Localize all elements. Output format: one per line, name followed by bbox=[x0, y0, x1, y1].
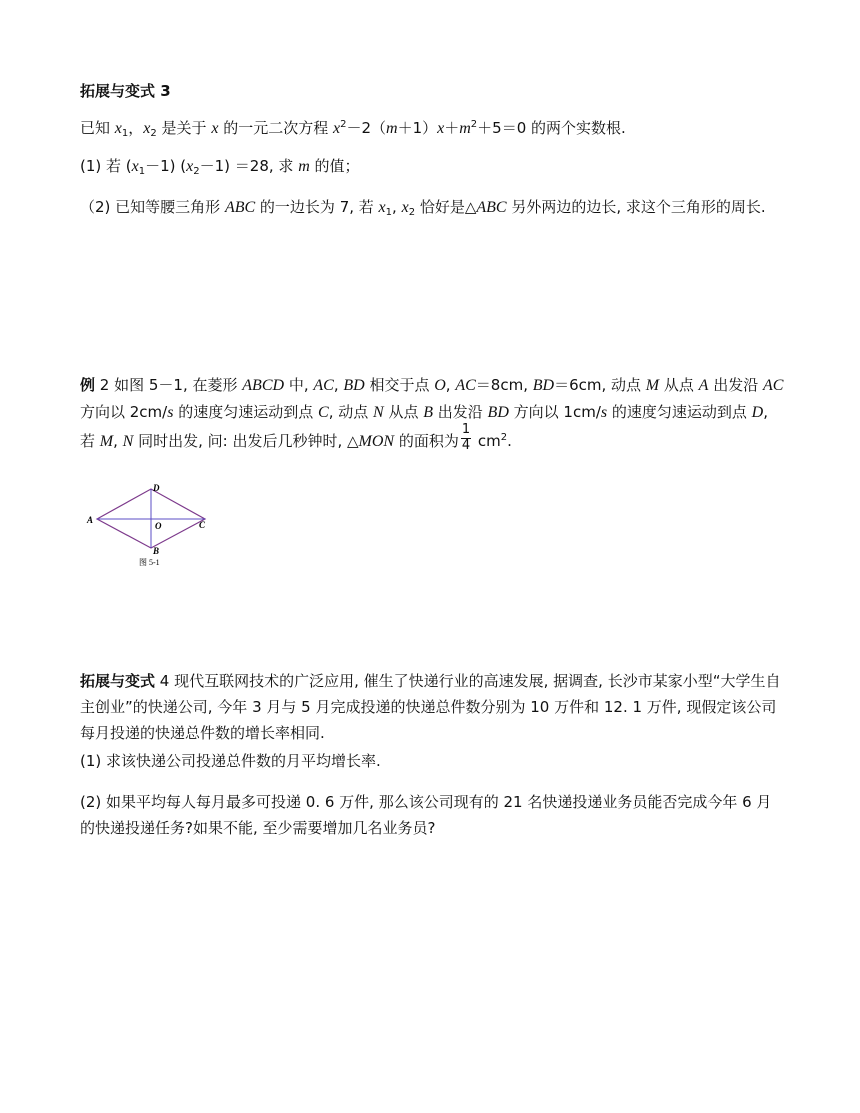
ext3-q2-b: 的一边长为 7, 若 bbox=[255, 198, 379, 216]
fraction-numerator: 1 bbox=[461, 422, 471, 437]
ex2-t4: 相交于点 bbox=[364, 376, 435, 394]
ex2-t14: 出发沿 bbox=[433, 403, 488, 421]
ex2-t1: 2 如图 5－1, 在菱形 bbox=[95, 376, 243, 394]
figure-caption: 图 5-1 bbox=[139, 558, 160, 567]
ext3-q1-x2: x bbox=[186, 158, 194, 175]
ex2-t19: 同时出发, 问: 出发后几秒钟时, △ bbox=[133, 431, 359, 450]
ex2-mon: MON bbox=[358, 432, 395, 450]
ex2-t10: 方向以 2cm/ bbox=[80, 403, 168, 421]
ext3-x1: x bbox=[114, 120, 122, 137]
ex2-m: M bbox=[645, 377, 660, 394]
ex2-ac3: AC bbox=[763, 377, 784, 394]
ext3-q2-x2: x bbox=[401, 199, 409, 216]
ext4-title: 拓展与变式 bbox=[80, 672, 156, 690]
ext3-x1-sub: 1 bbox=[121, 128, 129, 139]
ex2-o: O bbox=[434, 377, 446, 394]
ex2-t3: , bbox=[333, 376, 344, 394]
ext3-eq-x2: x bbox=[437, 120, 445, 137]
ex2-c: C bbox=[318, 404, 329, 421]
ext3-x2: x bbox=[143, 120, 151, 137]
ext3-q2-a: （2) 已知等腰三角形 bbox=[80, 198, 225, 216]
ext3-eq-sq2: 2 bbox=[470, 119, 478, 130]
ext3-q2-x2-sub: 2 bbox=[408, 207, 416, 218]
ext3-var-x: x bbox=[211, 120, 219, 137]
ext4-q2 bbox=[80, 789, 785, 841]
ex2-t13: 从点 bbox=[383, 403, 424, 421]
ext3-q2-abc: ABC bbox=[224, 199, 256, 216]
ex2-t12: , 动点 bbox=[328, 403, 373, 421]
ex2-t9: 出发沿 bbox=[708, 376, 763, 394]
ex2-t16: 的速度匀速运动到点 bbox=[607, 403, 752, 421]
ex2-t5: , bbox=[445, 376, 456, 394]
ex2-ac: AC bbox=[313, 377, 334, 394]
ex2-n2: N bbox=[122, 432, 134, 450]
ex2-m2: M bbox=[99, 432, 114, 450]
ext3-eq-m2: m bbox=[459, 120, 471, 137]
ex2-t20: 的面积为 bbox=[394, 431, 459, 450]
ex2-t17: , 若 bbox=[80, 403, 768, 450]
ext3-q2-e: 另外两边的边长, 求这个三角形的周长. bbox=[506, 198, 766, 216]
ext3-q1-d: 的值； bbox=[309, 157, 360, 175]
ex2-t18: , bbox=[113, 431, 123, 450]
ex2-t7: ＝6cm, 动点 bbox=[554, 376, 646, 394]
vertex-label-a: A bbox=[87, 515, 94, 525]
ex2-ac2: AC bbox=[455, 377, 476, 394]
center-label-o: O bbox=[155, 521, 162, 531]
ext3-eq-b: ＋1） bbox=[397, 119, 438, 137]
ex2-paragraph bbox=[80, 372, 785, 457]
ex2-bd3: BD bbox=[487, 404, 509, 421]
ext3-q1-x2-sub: 2 bbox=[193, 166, 200, 177]
ext3-q1-x1: x bbox=[131, 158, 139, 175]
ext3-q2-x1-sub: 1 bbox=[385, 207, 393, 218]
ext3-q2-x1: x bbox=[378, 199, 386, 216]
area-fraction bbox=[461, 423, 471, 454]
ex2-t22: . bbox=[507, 431, 512, 450]
ext3-eq-x: x bbox=[332, 120, 341, 137]
ex2-bd: BD bbox=[343, 377, 365, 394]
rhombus-figure bbox=[84, 483, 224, 573]
ex2-s1: s bbox=[167, 404, 174, 421]
ext3-q2 bbox=[80, 196, 785, 221]
ex2-s2: s bbox=[600, 404, 608, 421]
ext3-x2-sub: 2 bbox=[150, 128, 157, 139]
ext3-q2-c: , bbox=[392, 198, 402, 216]
ext3-q1-c: －1) ＝28, 求 bbox=[199, 157, 299, 175]
ext3-intro-b: 是关于 bbox=[156, 119, 212, 137]
vertex-label-c: C bbox=[199, 520, 206, 530]
ex2-d: D bbox=[751, 404, 764, 421]
ext3-intro-c: 的一元二次方程 bbox=[218, 119, 333, 137]
ex2-t8: 从点 bbox=[659, 376, 699, 394]
ext3-q1 bbox=[80, 155, 785, 180]
ext3-eq-a: －2（ bbox=[346, 119, 386, 137]
ex2-t11: 的速度匀速运动到点 bbox=[173, 403, 319, 421]
vertex-label-d: D bbox=[153, 483, 160, 493]
ext3-intro-a: 已知 bbox=[80, 119, 115, 137]
ex2-a: A bbox=[698, 377, 709, 394]
ext3-q1-b: －1) ( bbox=[145, 157, 187, 175]
ext3-q1-a: (1) 若 ( bbox=[80, 157, 132, 175]
ext3-title bbox=[80, 80, 785, 103]
ext3-eq-m: m bbox=[386, 120, 398, 137]
ex2-sq: 2 bbox=[500, 431, 508, 443]
ex2-b: B bbox=[423, 404, 433, 421]
ex2-n: N bbox=[373, 404, 384, 421]
ext3-title-text: 拓展与变式 3 bbox=[80, 82, 171, 100]
vertex-label-b: B bbox=[153, 546, 160, 556]
ex2-t6: ＝8cm, bbox=[475, 376, 533, 394]
ext4-p1: 4 现代互联网技术的广泛应用, 催生了快递行业的高速发展, 据调查, 长沙市某家小型“大学生自主创业”的快递公司, 今年 3 月与 5 月完成投递的快递总件数分别为 10 万件和 12. 1 万件, 现假定该公司每月投递的快递总件数的增长率相同. bbox=[80, 672, 781, 742]
ext3-eq-sq: 2 bbox=[340, 119, 347, 130]
ex2-t15: 方向以 1cm/ bbox=[508, 403, 601, 421]
ext3-intro bbox=[80, 117, 785, 142]
ext3-q2-d: 恰好是△ bbox=[415, 198, 477, 216]
ex2-title: 例 bbox=[80, 376, 96, 394]
fraction-denominator: 4 bbox=[461, 437, 471, 453]
ext4-q1 bbox=[80, 750, 785, 773]
ext3-sep1: ， bbox=[128, 119, 144, 137]
ext4-q1-text: (1) 求该快递公司投递总件数的月平均增长率. bbox=[80, 752, 381, 770]
ext3-q2-abc2: ABC bbox=[476, 199, 507, 216]
ext3-q1-m: m bbox=[298, 158, 310, 175]
ex2-t21: cm bbox=[473, 431, 501, 450]
ex2-abcd: ABCD bbox=[242, 377, 285, 394]
ext4-q2-text: (2) 如果平均每人每月最多可投递 0. 6 万件, 那么该公司现有的 21 名快递投递业务员能否完成今年 6 月的快递投递任务?如果不能, 至少需要增加几名业务员? bbox=[80, 793, 772, 837]
ext3-q1-x1-sub: 1 bbox=[138, 166, 146, 177]
ext3-eq-c: ＋ bbox=[444, 119, 460, 137]
ext3-eq-d: ＋5＝0 的两个实数根. bbox=[477, 119, 626, 137]
ex2-t2: 中, bbox=[284, 376, 314, 394]
ext4-paragraph bbox=[80, 668, 785, 746]
ex2-bd2: BD bbox=[532, 377, 555, 394]
